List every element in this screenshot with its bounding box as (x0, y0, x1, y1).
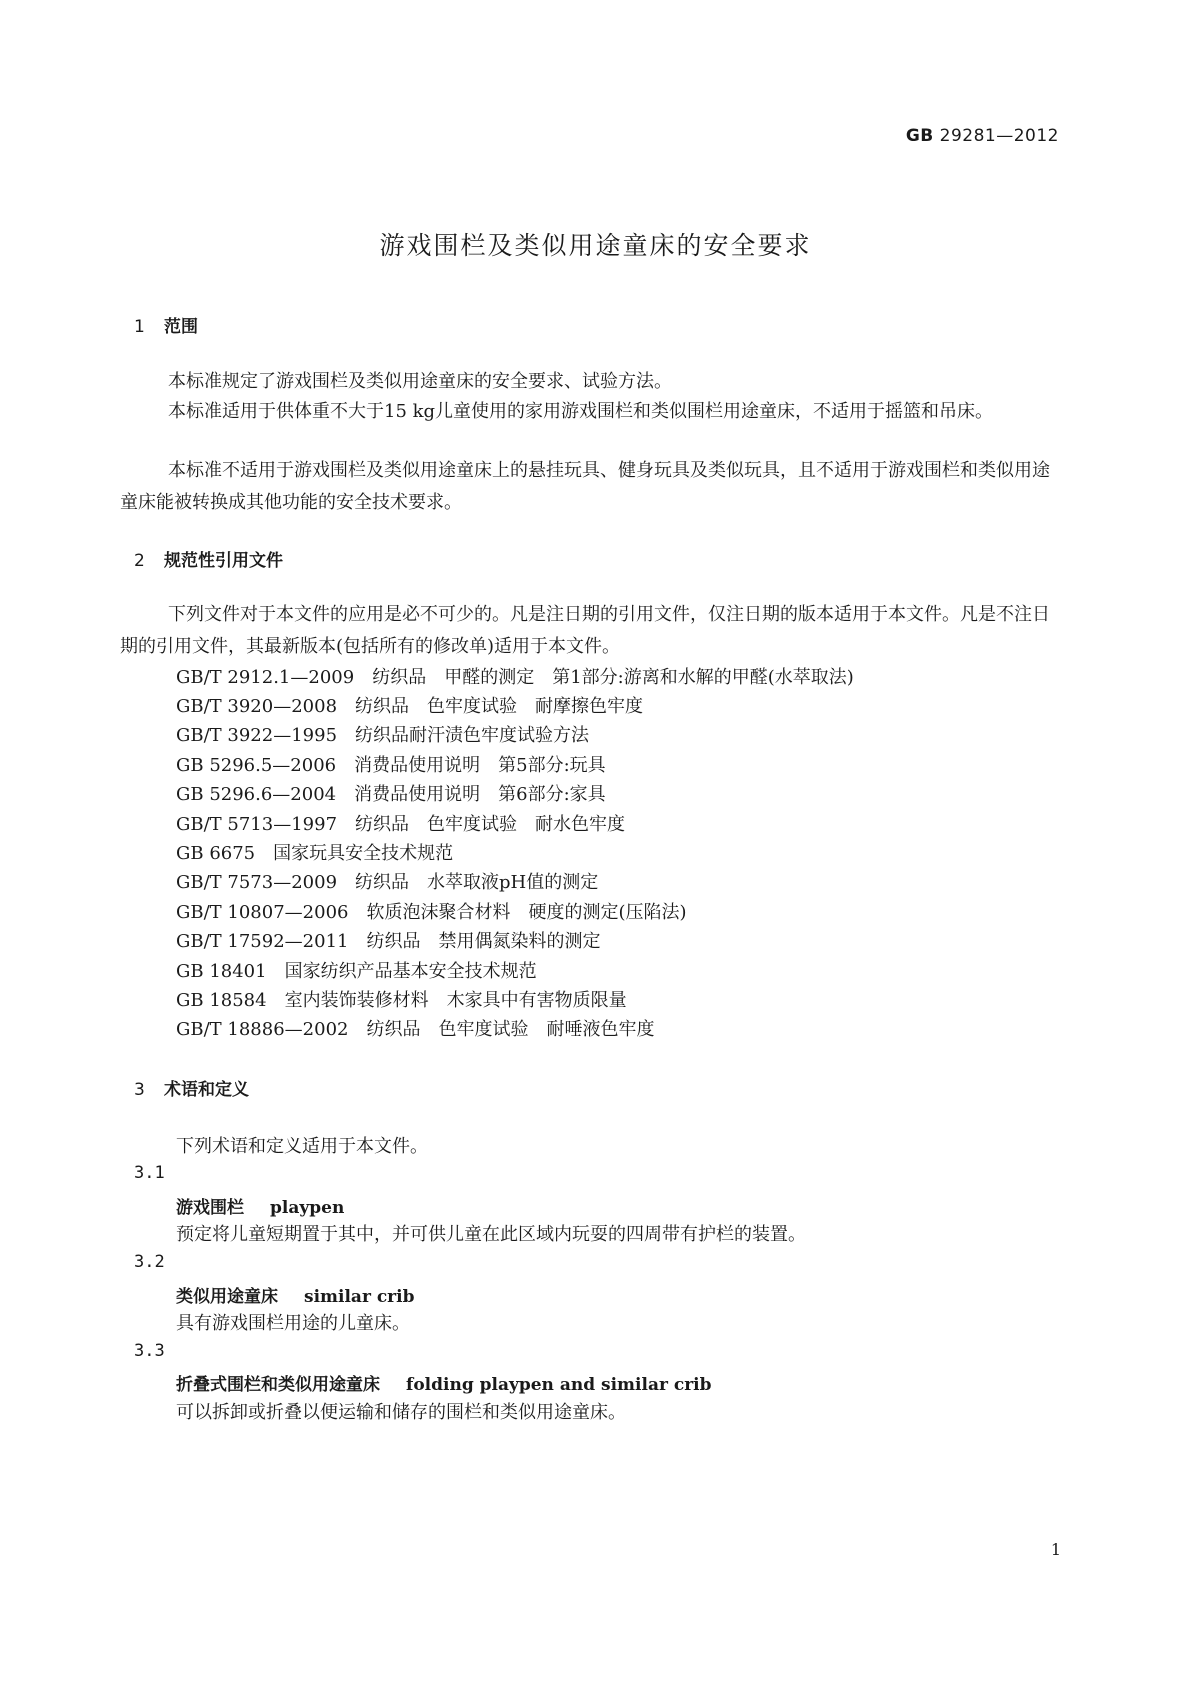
paragraph: 本标准不适用于游戏围栏及类似用途童床上的悬挂玩具、健身玩具及类似玩具，且不适用于游戏围栏和类似用途童床能被转换成其他功能的安全技术要求。 (120, 460, 1050, 513)
section-title: 规范性引用文件 (164, 551, 283, 571)
standard-prefix: GB (905, 126, 934, 146)
reference-item: GB 5296.5—2006 消费品使用说明 第5部分:玩具 (176, 755, 606, 776)
document-title: 游戏围栏及类似用途童床的安全要求 (379, 231, 812, 260)
section-number: 2 (134, 551, 145, 571)
reference-item: GB 18401 国家纺织产品基本安全技术规范 (176, 961, 537, 982)
term-entry (176, 1193, 344, 1218)
terms-intro: 下列术语和定义适用于本文件。 (176, 1136, 428, 1157)
reference-item: GB/T 3922—1995 纺织品耐汗渍色牢度试验方法 (176, 725, 590, 746)
reference-item: GB 5296.6—2004 消费品使用说明 第6部分:家具 (176, 784, 606, 805)
reference-item: GB/T 17592—2011 纺织品 禁用偶氮染料的测定 (176, 931, 601, 952)
reference-item: GB/T 5713—1997 纺织品 色牢度试验 耐水色牢度 (176, 814, 626, 835)
term-entry (176, 1282, 414, 1307)
section-number: 3 (134, 1080, 145, 1100)
term-definition: 具有游戏围栏用途的儿童床。 (176, 1313, 410, 1334)
term-en: folding playpen and similar crib (406, 1375, 712, 1395)
term-zh: 折叠式围栏和类似用途童床 (176, 1375, 380, 1395)
paragraph: 本标准适用于供体重不大于15 kg儿童使用的家用游戏围栏和类似围栏用途童床，不适用于摇篮和吊床。 (168, 401, 994, 422)
term-definition: 可以拆卸或折叠以便运输和储存的围栏和类似用途童床。 (176, 1402, 626, 1423)
paragraph: 下列文件对于本文件的应用是必不可少的。凡是注日期的引用文件，仅注日期的版本适用于本文件。凡是不注日期的引用文件，其最新版本(包括所有的修改单)适用于本文件。 (120, 604, 1050, 657)
term-en: similar crib (304, 1287, 415, 1307)
standard-code: 29281—2012 (939, 126, 1059, 146)
clause-number: 3.1 (134, 1163, 165, 1183)
section-heading-terms (134, 1075, 249, 1100)
reference-item: GB/T 2912.1—2009 纺织品 甲醛的测定 第1部分:游离和水解的甲醛(水萃取法) (176, 667, 854, 688)
section-number: 1 (134, 317, 145, 337)
section-title: 范围 (164, 317, 198, 337)
clause-number: 3.3 (134, 1341, 165, 1361)
section-heading-references (134, 546, 283, 571)
reference-item: GB 6675 国家玩具安全技术规范 (176, 843, 454, 864)
reference-item: GB/T 7573—2009 纺织品 水萃取液pH值的测定 (176, 872, 599, 893)
section-title: 术语和定义 (164, 1080, 249, 1100)
term-zh: 游戏围栏 (176, 1198, 244, 1218)
clause-number: 3.2 (134, 1252, 165, 1272)
reference-item: GB/T 18886—2002 纺织品 色牢度试验 耐唾液色牢度 (176, 1019, 655, 1040)
paragraph: 本标准规定了游戏围栏及类似用途童床的安全要求、试验方法。 (168, 371, 672, 392)
reference-item: GB/T 3920—2008 纺织品 色牢度试验 耐摩擦色牢度 (176, 696, 644, 717)
term-definition: 预定将儿童短期置于其中，并可供儿童在此区域内玩耍的四周带有护栏的装置。 (176, 1224, 806, 1245)
reference-item: GB/T 10807—2006 软质泡沫聚合材料 硬度的测定(压陷法) (176, 902, 687, 923)
standard-number (906, 126, 1059, 146)
term-zh: 类似用途童床 (176, 1287, 278, 1307)
term-entry (176, 1370, 712, 1395)
reference-item: GB 18584 室内装饰装修材料 木家具中有害物质限量 (176, 990, 627, 1011)
page-number: 1 (1050, 1540, 1061, 1559)
section-heading-scope (134, 312, 198, 337)
term-en: playpen (270, 1198, 345, 1218)
